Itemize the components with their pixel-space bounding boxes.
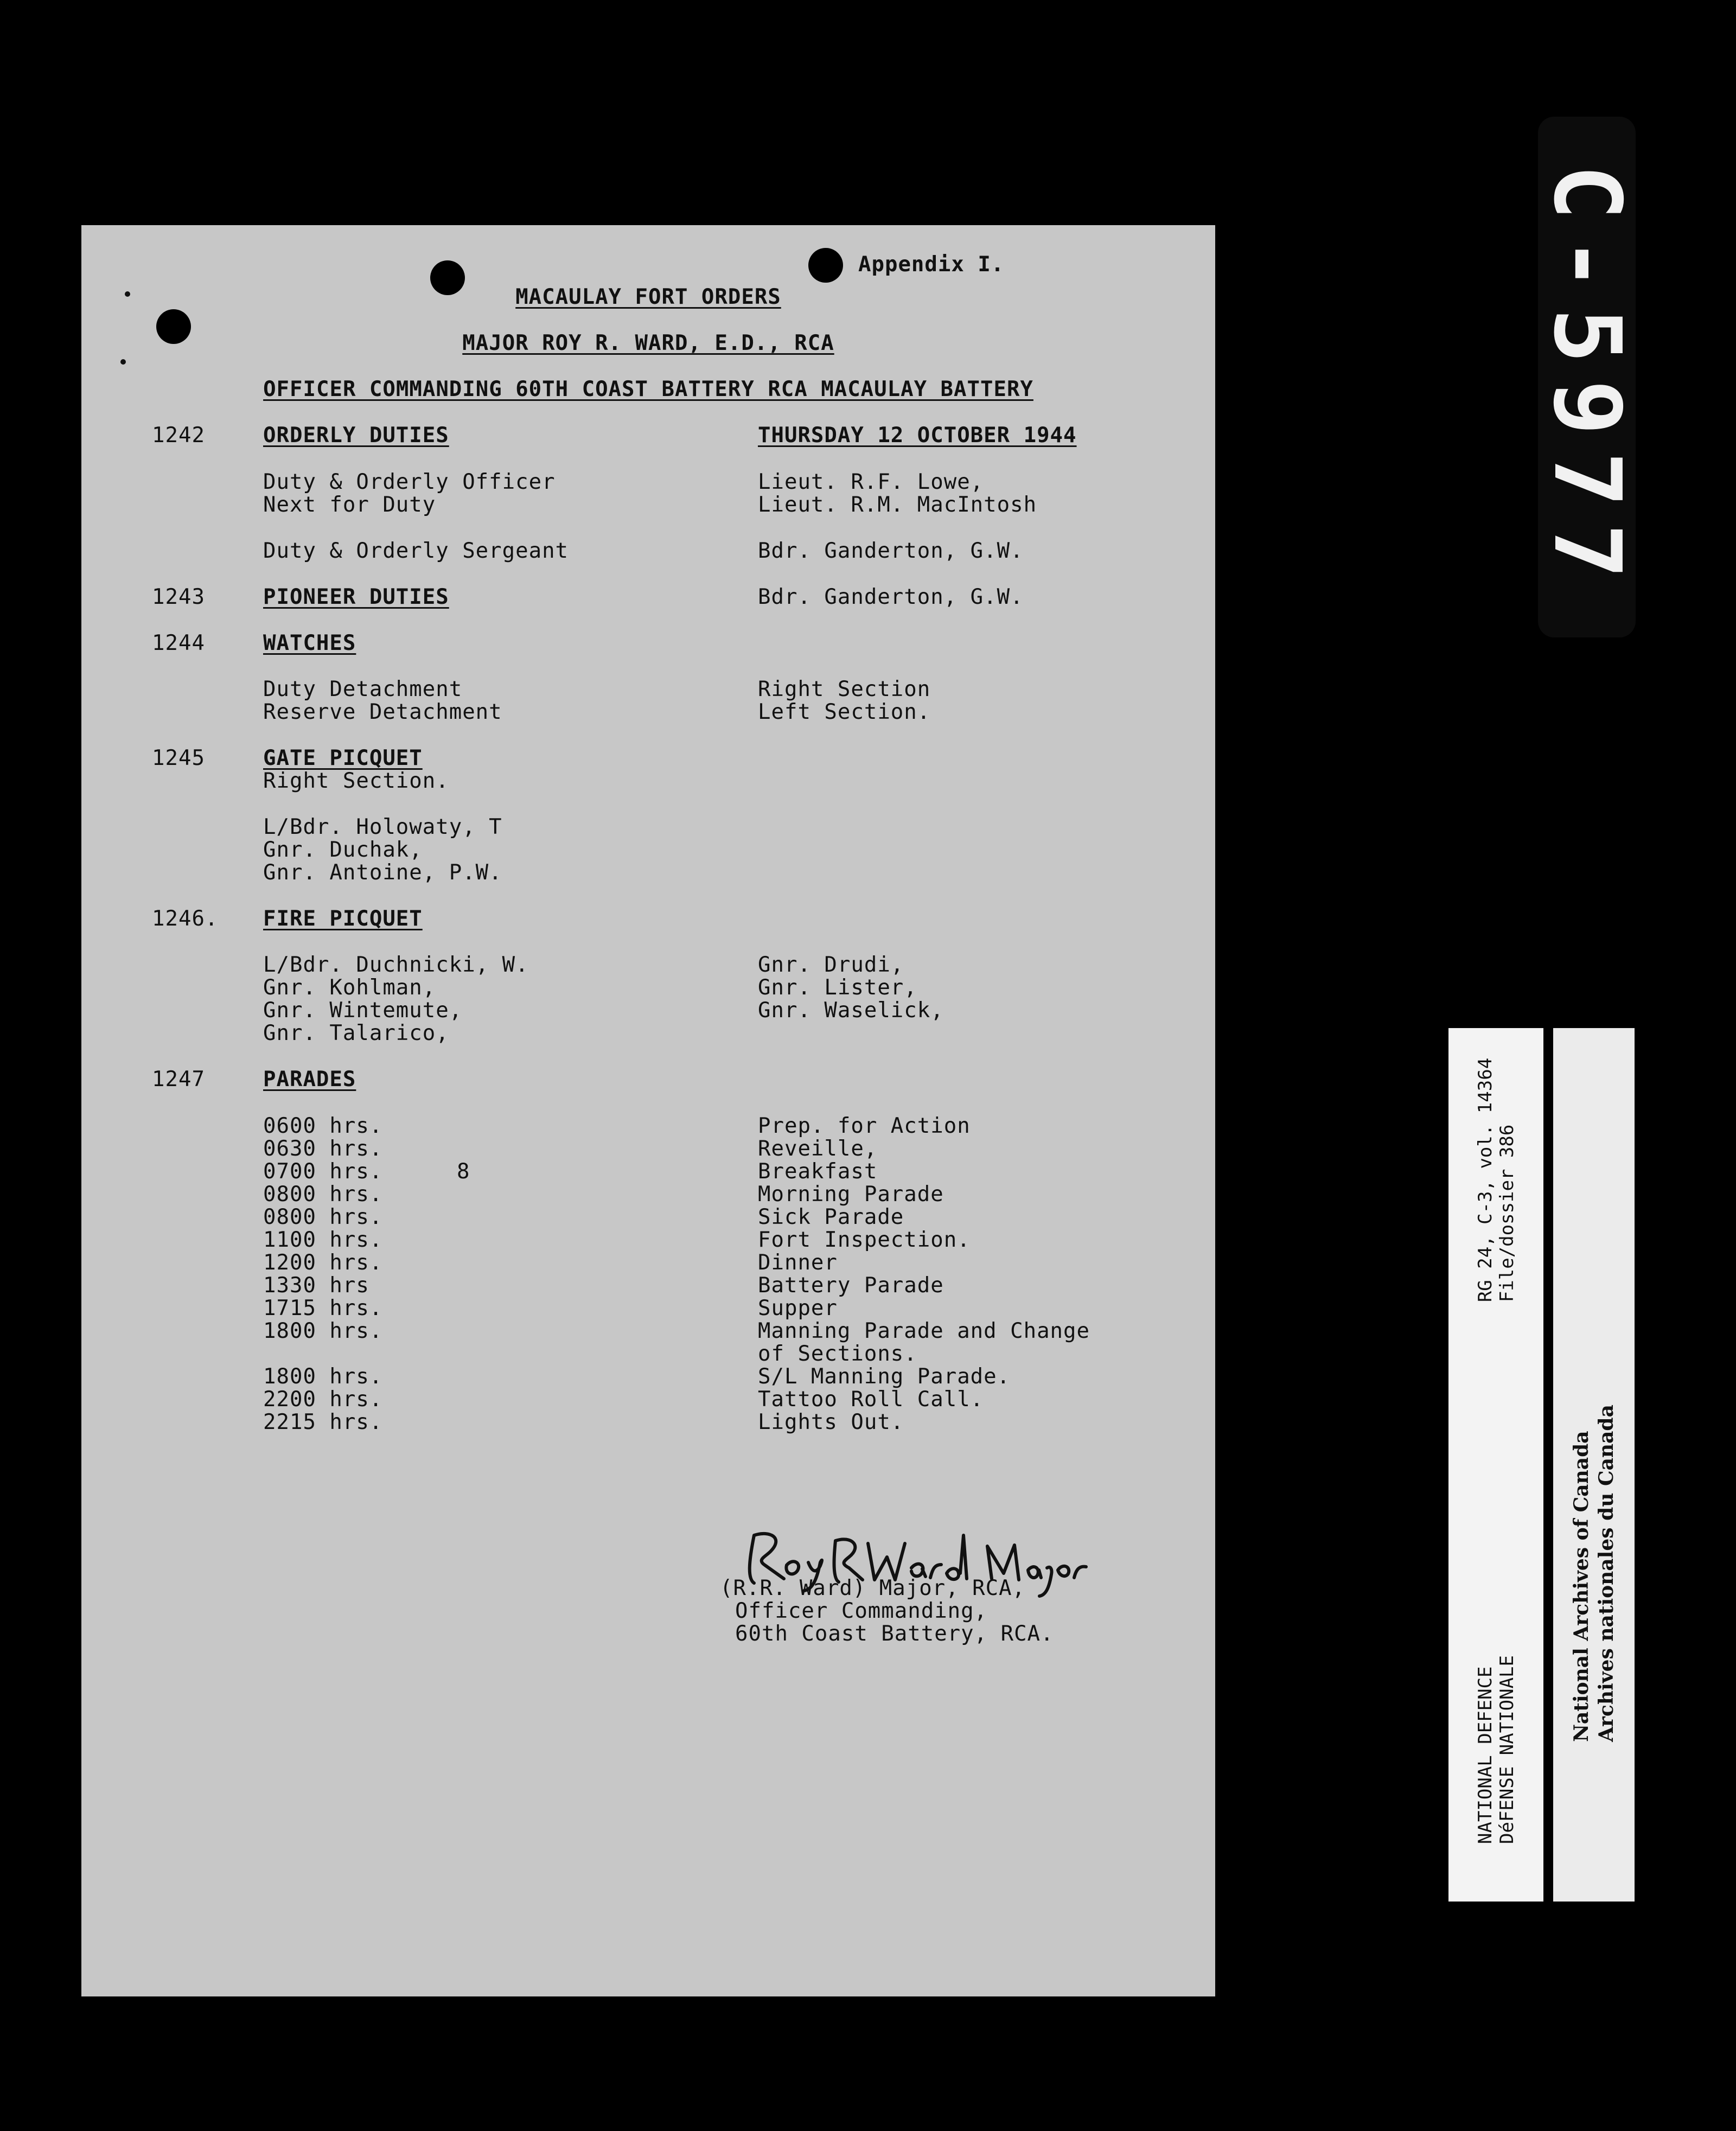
paper-speck: [120, 359, 126, 365]
department-line: DéFENSE NATIONALE: [1496, 1655, 1518, 1844]
duty-label: Reserve Detachment: [263, 700, 502, 724]
duty-label: Duty & Orderly Sergeant: [263, 539, 569, 563]
parade-time: 2215 hrs.: [263, 1410, 383, 1434]
parade-time: 1330 hrs: [263, 1273, 369, 1298]
section-heading: GATE PICQUET: [263, 746, 423, 770]
section-heading: WATCHES: [263, 631, 356, 655]
parade-time: 1715 hrs.: [263, 1296, 383, 1320]
document-page: [81, 225, 1215, 1996]
section-number: 1246.: [152, 907, 219, 931]
section-heading: PIONEER DUTIES: [263, 585, 449, 609]
parade-event: Breakfast: [758, 1159, 878, 1184]
parade-event: Dinner: [758, 1250, 838, 1275]
duty-value: Bdr. Ganderton, G.W.: [758, 539, 1024, 563]
section-heading: ORDERLY DUTIES: [263, 423, 449, 448]
parade-event: of Sections.: [758, 1342, 917, 1366]
picquet-name: Gnr. Drudi,: [758, 953, 904, 977]
order-date: THURSDAY 12 OCTOBER 1944: [758, 423, 1077, 448]
parade-event: Tattoo Roll Call.: [758, 1387, 984, 1412]
archive-name-card: [1553, 1028, 1635, 1902]
parade-time: 2200 hrs.: [263, 1387, 383, 1412]
picquet-name: L/Bdr. Holowaty, T: [263, 815, 502, 839]
document-title: MACAULAY FORT ORDERS: [515, 285, 781, 309]
parade-time: 0700 hrs.: [263, 1159, 383, 1184]
parade-event: Battery Parade: [758, 1273, 944, 1298]
department-line: NATIONAL DEFENCE: [1474, 1666, 1496, 1844]
parade-time: 1800 hrs.: [263, 1319, 383, 1343]
parade-time: 0800 hrs.: [263, 1182, 383, 1207]
parade-event: S/L Manning Parade.: [758, 1364, 1011, 1389]
parade-time: 0800 hrs.: [263, 1205, 383, 1229]
section-number: 1244: [152, 631, 205, 655]
section-heading: PARADES: [263, 1067, 356, 1092]
signature-line: 60th Coast Battery, RCA.: [735, 1622, 1054, 1646]
duty-value: Lieut. R.F. Lowe,: [758, 470, 984, 494]
parade-event: Lights Out.: [758, 1410, 904, 1434]
parade-event: Fort Inspection.: [758, 1228, 971, 1252]
section-number: 1243: [152, 585, 205, 609]
section-subheading: Right Section.: [263, 769, 449, 793]
picquet-name: Gnr. Wintemute,: [263, 998, 463, 1023]
film-frame-text: C-5977: [1533, 164, 1641, 596]
duty-label: Duty Detachment: [263, 677, 463, 701]
ref-line: File/dossier 386: [1496, 1124, 1518, 1303]
archive-name-line: National Archives of Canada: [1570, 1431, 1593, 1742]
parade-event: Manning Parade and Change: [758, 1319, 1090, 1343]
parade-event: Prep. for Action: [758, 1114, 971, 1138]
archive-name-text: [1569, 1188, 1619, 1742]
archive-reference-card: [1448, 1028, 1543, 1902]
parade-time: 0600 hrs.: [263, 1114, 383, 1138]
parade-event: Supper: [758, 1296, 838, 1320]
section-number: 1245: [152, 746, 205, 770]
parade-event: Morning Parade: [758, 1182, 944, 1207]
duty-value: Right Section: [758, 677, 931, 701]
duty-label: Next for Duty: [263, 493, 436, 517]
section-heading: FIRE PICQUET: [263, 907, 423, 931]
officer-line: OFFICER COMMANDING 60TH COAST BATTERY RCA MACAULAY BATTERY: [263, 377, 1033, 401]
film-frame-number: [1533, 146, 1641, 613]
picquet-name: Gnr. Antoine, P.W.: [263, 860, 502, 885]
department-text: [1475, 1086, 1518, 1844]
section-number: 1247: [152, 1067, 205, 1092]
parade-time: 1100 hrs.: [263, 1228, 383, 1252]
duty-value: Bdr. Ganderton, G.W.: [758, 585, 1024, 609]
duty-value: Lieut. R.M. MacIntosh: [758, 493, 1037, 517]
parade-time: 0630 hrs.: [263, 1137, 383, 1161]
signature-line: Officer Commanding,: [735, 1599, 988, 1623]
picquet-name: Gnr. Talarico,: [263, 1021, 449, 1045]
parade-time: 1800 hrs.: [263, 1364, 383, 1389]
punch-hole: [808, 248, 843, 283]
picquet-name: Gnr. Kohlman,: [263, 975, 436, 1000]
signature-line: (R.R. Ward) Major, RCA,: [720, 1576, 1026, 1600]
picquet-name: L/Bdr. Duchnicki, W.: [263, 953, 529, 977]
parade-event: Reveille,: [758, 1137, 878, 1161]
parade-time: 1200 hrs.: [263, 1250, 383, 1275]
picquet-name: Gnr. Duchak,: [263, 838, 423, 862]
archive-name-line: Archives nationales du Canada: [1595, 1405, 1618, 1742]
duty-label: Duty & Orderly Officer: [263, 470, 556, 494]
picquet-name: Gnr. Lister,: [758, 975, 917, 1000]
commander-name: MAJOR ROY R. WARD, E.D., RCA: [462, 331, 834, 355]
section-number: 1242: [152, 423, 205, 448]
duty-value: Left Section.: [758, 700, 931, 724]
picquet-name: Gnr. Waselick,: [758, 998, 944, 1023]
appendix-label: Appendix I.: [858, 252, 1005, 277]
parade-event: Sick Parade: [758, 1205, 904, 1229]
ref-line: RG 24, C-3, vol. 14364: [1474, 1057, 1496, 1303]
margin-mark: 8: [457, 1159, 470, 1184]
